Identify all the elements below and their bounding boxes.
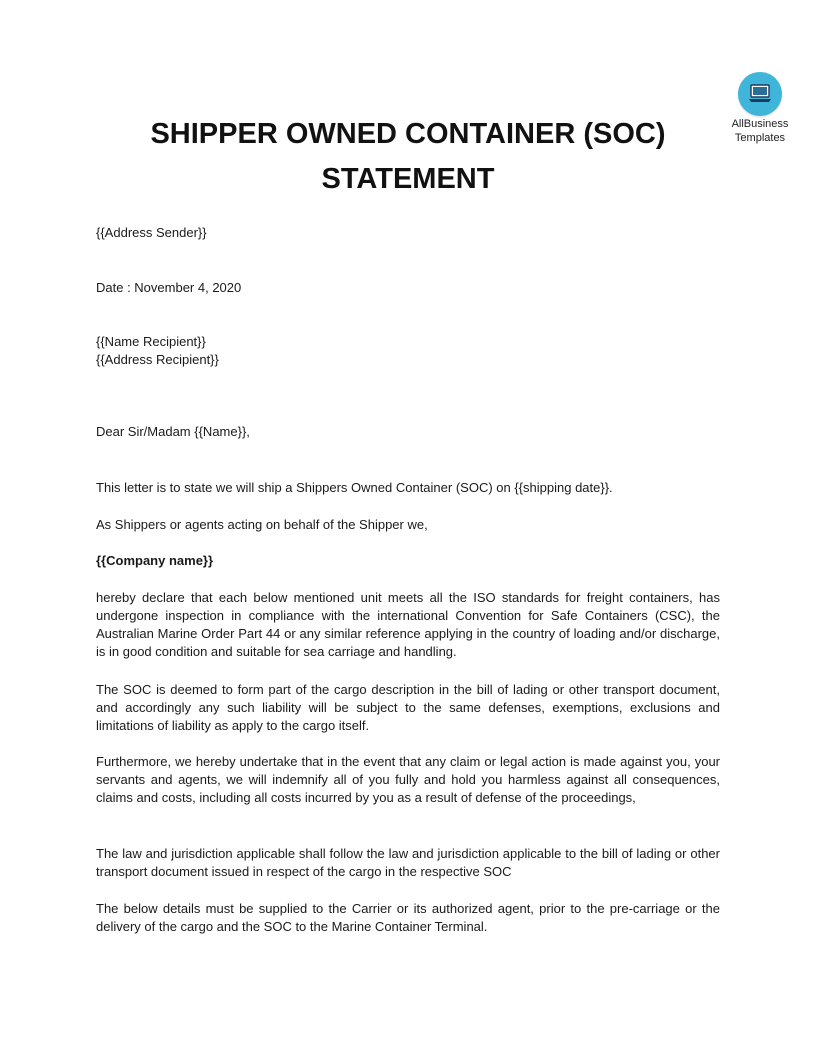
law-paragraph: The law and jurisdiction applicable shall follow the law and jurisdiction applicable to the bill of lading or other transport document issued in respect of the cargo in the respective SOC [96, 846, 720, 879]
address-sender: {{Address Sender}} [96, 225, 207, 240]
logo-text-line2: Templates [734, 132, 786, 144]
company-name: {{Company name}} [96, 553, 214, 568]
logo-text-line1: AllBusiness [731, 118, 789, 130]
details-paragraph: The below details must be supplied to the Carrier or its authorized agent, prior to the pre-carriage or the delivery of the cargo and the SOC to the Marine Container Terminal. [96, 901, 720, 934]
letter-date: Date : November 4, 2020 [96, 280, 242, 295]
agents-paragraph: As Shippers or agents acting on behalf of the Shipper we, [96, 517, 428, 532]
intro-paragraph: This letter is to state we will ship a Shippers Owned Container (SOC) on {{shipping date}}. [96, 480, 613, 495]
indemnity-paragraph: Furthermore, we hereby undertake that in the event that any claim or legal action is made against you, your servants and agents, we will indemnify all of you fully and hold you harmless against all consequences, claims and costs, including all costs incurred by you as a result of defense of the proceedings, [96, 754, 720, 805]
name-recipient: {{Name Recipient}} [96, 334, 206, 349]
logo-badge [738, 72, 782, 116]
title-line-2: STATEMENT [321, 163, 495, 195]
document-title [96, 112, 720, 202]
laptop-icon [748, 84, 772, 104]
address-recipient: {{Address Recipient}} [96, 352, 219, 367]
title-line-1: SHIPPER OWNED CONTAINER (SOC) [150, 118, 666, 150]
salutation: Dear Sir/Madam {{Name}}, [96, 424, 250, 439]
cargo-paragraph: The SOC is deemed to form part of the cargo description in the bill of lading or other transport document, and accordingly any such liability will be subject to the same defenses, exemptions, exclusions and limitations of liability as apply to the cargo itself. [96, 682, 720, 733]
allbusiness-logo [724, 72, 796, 144]
declaration-paragraph: hereby declare that each below mentioned unit meets all the ISO standards for freight containers, has undergone inspection in compliance with the international Convention for Safe Containers (CSC), the Australian Marine Order Part 44 or any similar reference applying in the country of loading and/or discharge, is in good condition and suitable for sea carriage and handling. [96, 590, 720, 659]
